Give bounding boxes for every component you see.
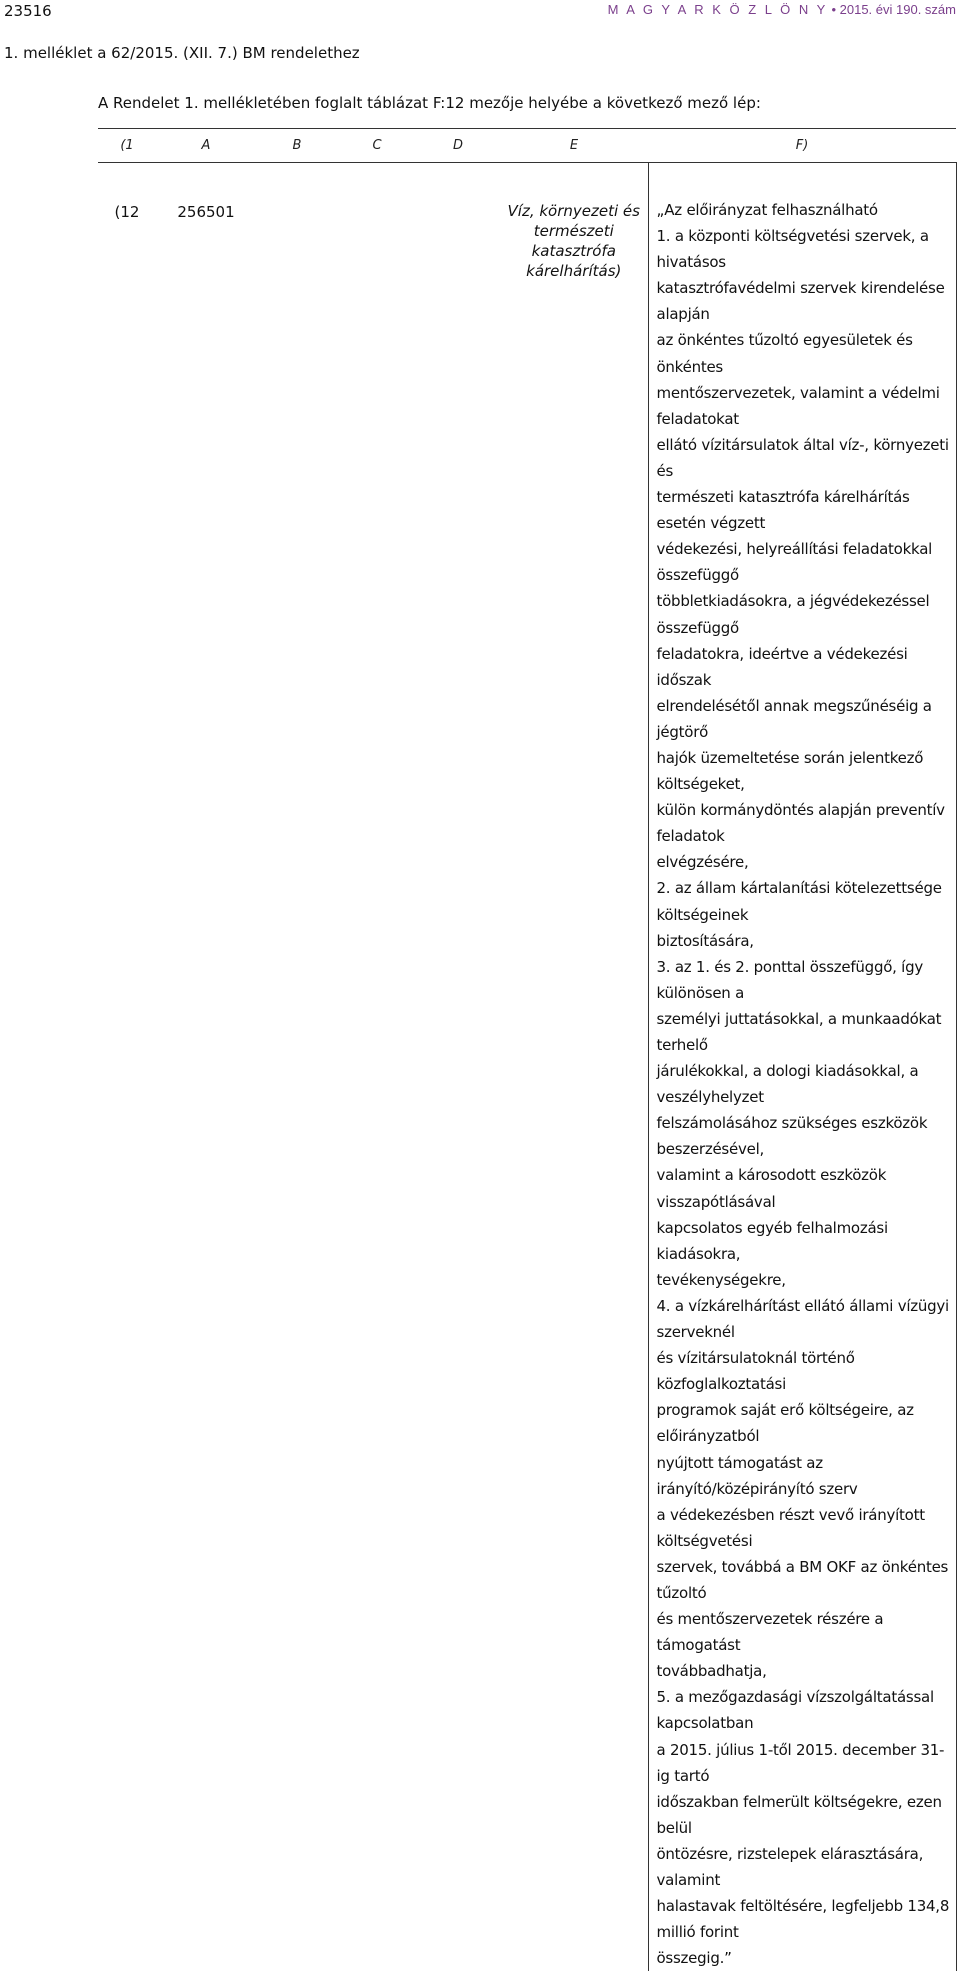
header-bullet: • (831, 2, 836, 17)
intro-text: A Rendelet 1. mellékletében foglalt táblázat F:12 mezője helyébe a következő mező lép: (98, 94, 761, 112)
page-number: 23516 (4, 2, 52, 20)
column-header-b: B (256, 129, 338, 163)
column-header-d: D (416, 129, 500, 163)
cell-f-line: időszakban felmerült költségekre, ezen belül (657, 1789, 950, 1841)
row-id-cell: (12 (98, 163, 156, 1971)
cell-f-line: természeti katasztrófa kárelhárítás esetén végzett (657, 484, 950, 536)
cell-b (256, 163, 338, 1971)
cell-f-line: valamint a károsodott eszközök visszapótlásával (657, 1162, 950, 1214)
cell-f-line: és mentőszervezetek részére a támogatást (657, 1606, 950, 1658)
cell-f-line: 4. a vízkárelhárítást ellátó állami vízügyi szerveknél (657, 1293, 950, 1345)
column-header-c: C (338, 129, 416, 163)
table-row (98, 163, 956, 1971)
cell-f-line: a 2015. július 1-től 2015. december 31-ig tartó (657, 1737, 950, 1789)
annex-title: 1. melléklet a 62/2015. (XII. 7.) BM rendelethez (4, 44, 360, 62)
cell-f-line: külön kormánydöntés alapján preventív feladatok (657, 797, 950, 849)
cell-f-line: védekezési, helyreállítási feladatokkal összefüggő (657, 536, 950, 588)
cell-f-line: kapcsolatos egyéb felhalmozási kiadásokra, (657, 1215, 950, 1267)
cell-f-line: szervek, továbbá a BM OKF az önkéntes tűzoltó (657, 1554, 950, 1606)
cell-f-line: hajók üzemeltetése során jelentkező költségeket, (657, 745, 950, 797)
cell-f-line: feladatokra, ideértve a védekezési időszak (657, 641, 950, 693)
cell-f-line: járulékokkal, a dologi kiadásokkal, a veszélyhelyzet (657, 1058, 950, 1110)
cell-c (338, 163, 416, 1971)
publication-header (608, 2, 956, 17)
column-header-f: F) (648, 129, 956, 163)
cell-f-line: elvégzésére, (657, 849, 950, 875)
cell-f (648, 163, 956, 1971)
cell-e: Víz, környezeti és természeti katasztrófa kárelhárítás) (500, 163, 648, 1971)
column-header-1: (1 (98, 129, 156, 163)
issue-number: 2015. évi 190. szám (840, 2, 956, 17)
cell-f-line: halastavak feltöltésére, legfeljebb 134,8 millió forint (657, 1893, 950, 1945)
cell-f-line: biztosítására, (657, 928, 950, 954)
cell-f-line: 2. az állam kártalanítási kötelezettsége költségeinek (657, 875, 950, 927)
cell-a: 256501 (156, 163, 256, 1971)
cell-d (416, 163, 500, 1971)
publication-name: M A G Y A R K Ö Z L Ö N Y (608, 2, 828, 17)
cell-f-line: összegig.” (657, 1945, 950, 1971)
cell-f-line: és vízitársulatoknál történő közfoglalkoztatási (657, 1345, 950, 1397)
cell-f-line: elrendelésétől annak megszűnéséig a jégtörő (657, 693, 950, 745)
column-header-e: E (500, 129, 648, 163)
table-header-row (98, 129, 956, 163)
cell-f-line: 5. a mezőgazdasági vízszolgáltatással kapcsolatban (657, 1684, 950, 1736)
replacement-table (98, 128, 957, 1971)
cell-f-line: „Az előirányzat felhasználható (657, 197, 950, 223)
cell-f-line: felszámolásához szükséges eszközök beszerzésével, (657, 1110, 950, 1162)
cell-f-line: továbbadhatja, (657, 1658, 950, 1684)
cell-f-line: tevékenységekre, (657, 1267, 950, 1293)
cell-f-line: ellátó vízitársulatok által víz-, környezeti és (657, 432, 950, 484)
cell-f-line: programok saját erő költségeire, az előirányzatból (657, 1397, 950, 1449)
cell-f-line: az önkéntes tűzoltó egyesületek és önkéntes (657, 327, 950, 379)
cell-f-line: a védekezésben részt vevő irányított költségvetési (657, 1502, 950, 1554)
cell-f-line: 1. a központi költségvetési szervek, a hivatásos (657, 223, 950, 275)
cell-f-line: mentőszervezetek, valamint a védelmi feladatokat (657, 380, 950, 432)
cell-f-line: nyújtott támogatást az irányító/középirányító szerv (657, 1450, 950, 1502)
column-header-a: A (156, 129, 256, 163)
cell-f-line: többletkiadásokra, a jégvédekezéssel összefüggő (657, 588, 950, 640)
cell-f-line: katasztrófavédelmi szervek kirendelése alapján (657, 275, 950, 327)
cell-f-line: személyi juttatásokkal, a munkaadókat terhelő (657, 1006, 950, 1058)
cell-f-line: öntözésre, rizstelepek elárasztására, valamint (657, 1841, 950, 1893)
cell-f-line: 3. az 1. és 2. ponttal összefüggő, így különösen a (657, 954, 950, 1006)
